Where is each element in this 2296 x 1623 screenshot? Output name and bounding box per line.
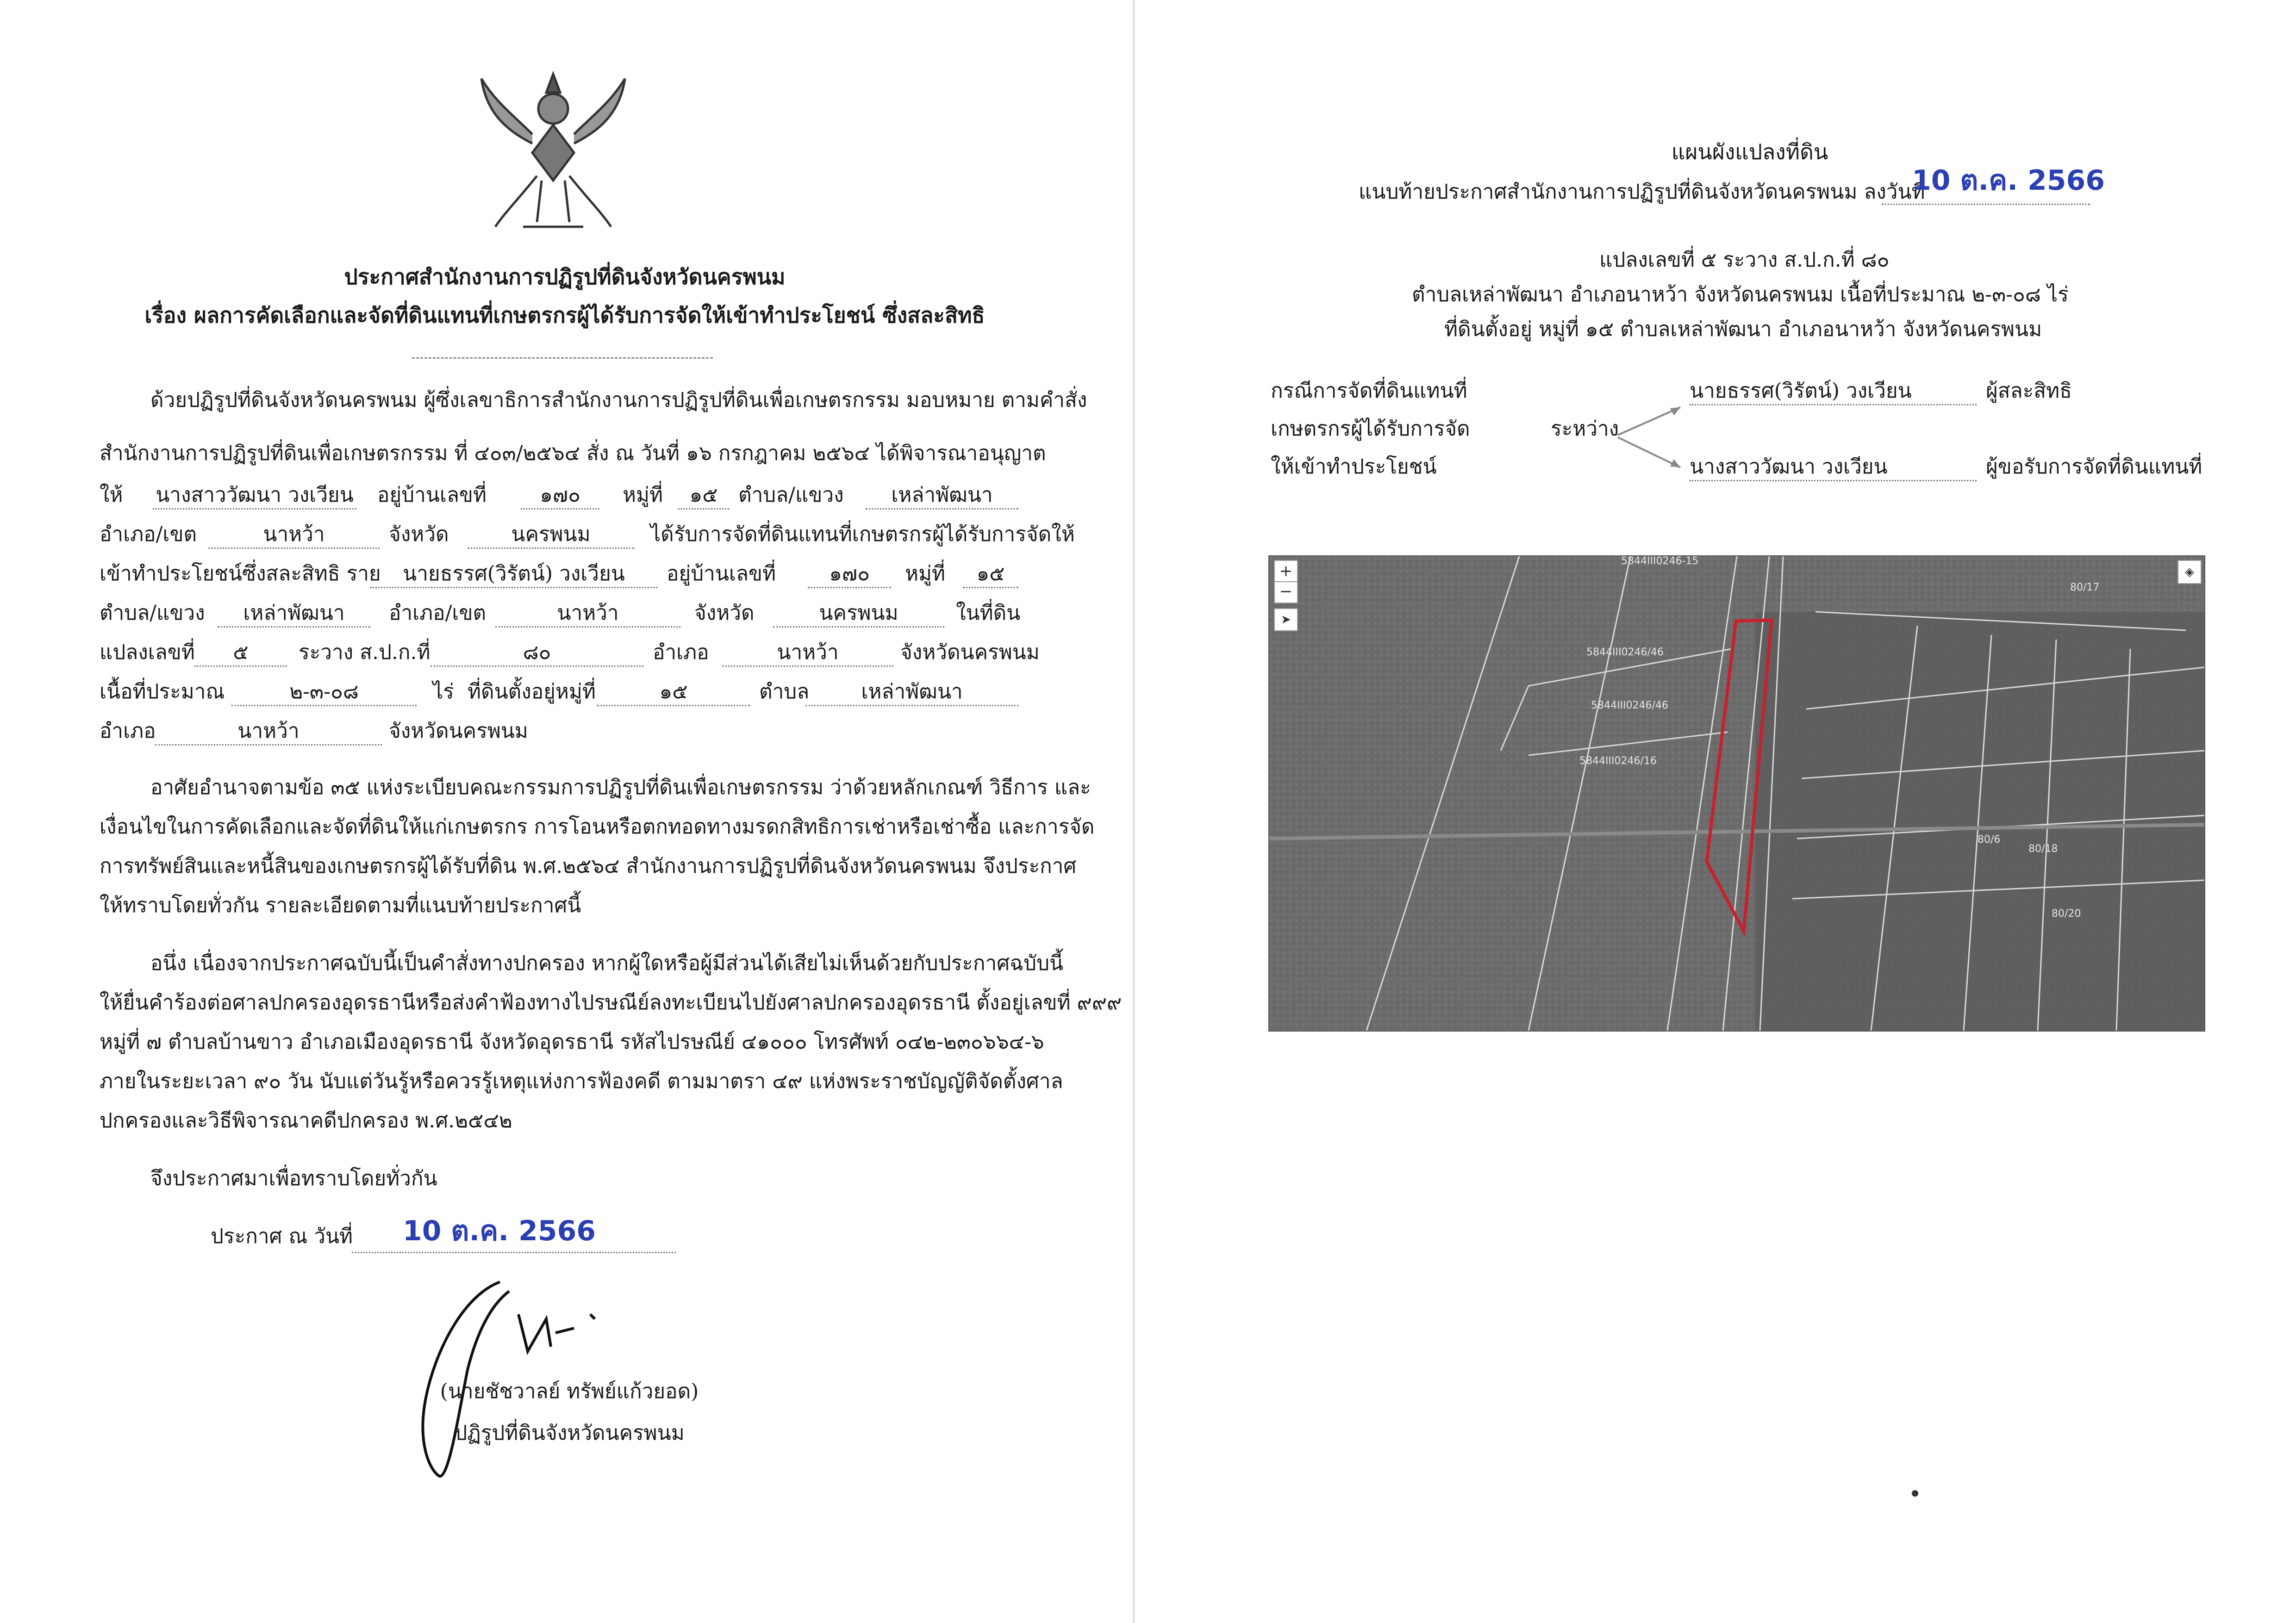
waiver-amphoe: นาหว้า (495, 603, 680, 628)
party-recipient-name: นางสาววัฒนา วงเวียน (1690, 457, 1977, 481)
map-label-parcel-3: 5844III0246/46 (1591, 700, 1668, 711)
label-amphoe: อำเภอ/เขต (100, 522, 197, 546)
zoom-out-button[interactable]: − (1274, 581, 1298, 603)
branch-arrows-icon (1616, 398, 1690, 477)
para3-line1: อนึ่ง เนื่องจากประกาศฉบับนี้เป็นคำสั่งทางปกครอง หากผู้ใดหรือผู้มีส่วนได้เสียไม่เห็นด้วยกับประกาศฉบับนี้ (150, 951, 1064, 975)
label-amphoe-4: อำเภอ (100, 719, 156, 743)
announce-date-label: ประกาศ ณ วันที่ (211, 1225, 353, 1248)
map-label-parcel-6: 80/6 (1978, 834, 2001, 846)
between-label: ระหว่าง (1551, 417, 1619, 441)
label-in-land: ในที่ดิน (956, 601, 1021, 625)
sheet-no: ๘๐ (430, 642, 643, 667)
plot-line1: แปลงเลขที่ ๕ ระวาง ส.ป.ก.ที่ ๘๐ (1599, 248, 1890, 272)
garuda-emblem-icon (477, 60, 630, 236)
label-house-no: อยู่บ้านเลขที่ (377, 483, 487, 507)
map-label-parcel-2: 5844III0246/46 (1586, 647, 1664, 658)
map-label-parcel-4: 5844III0246/16 (1579, 755, 1657, 767)
para2-line2: เงื่อนไขในการคัดเลือกและจัดที่ดินให้แก่เกษตรกร การโอนหรือตกทอดทางมรดกสิทธิการเช่าหรือเช่าซื้อ และการจัด (100, 815, 1095, 839)
signer-name: (นายชัชวาลย์ ทรัพย์แก้วยอด) (440, 1380, 699, 1403)
label-house-no-2: อยู่บ้านเลขที่ (667, 562, 776, 585)
label-province: จังหวัด (389, 522, 449, 546)
plot-line3: ที่ดินตั้งอยู่ หมู่ที่ ๑๕ ตำบลเหล่าพัฒนา อำเภอนาหว้า จังหวัดนครพนม (1444, 317, 2042, 341)
label-grant-to: ให้ (100, 483, 123, 507)
layers-icon[interactable]: ◈ (2177, 560, 2202, 584)
label-rai: ไร่ (433, 680, 454, 703)
label-moo-2: หมู่ที่ (905, 562, 946, 585)
para1-line2: สำนักงานการปฏิรูปที่ดินเพื่อเกษตรกรรม ที่ ๔๐๓/๒๕๖๔ สั่ง ณ วันที่ ๑๖ กรกฎาคม ๒๕๖๔ ได้พิจารณาอนุญาต (100, 442, 1046, 465)
para2-line1: อาศัยอำนาจตามข้อ ๓๕ แห่งระเบียบคณะกรรมการปฏิรูปที่ดินเพื่อเกษตรกรรม ว่าด้วยหลักเกณฑ์ วิธีการ และ (150, 776, 1091, 799)
location-tambon: เหล่าพัฒนา (805, 682, 1018, 706)
party-waiver-name: นายธรรศ(วิรัตน์) วงเวียน (1690, 381, 1977, 405)
label-province-2: จังหวัด (694, 601, 755, 625)
para1-line4-tail: ได้รับการจัดที่ดินแทนที่เกษตรกรผู้ได้รับการจัดให้ (650, 522, 1075, 546)
map-date-stamp: 10 ต.ค. 2566 (1912, 164, 2105, 197)
closing-line: จึงประกาศมาเพื่อทราบโดยทั่วกัน (150, 1167, 437, 1190)
grantee-house-no: ๑๗๐ (521, 485, 599, 510)
map-label-parcel-7: 80/18 (2028, 843, 2058, 855)
case-line2: เกษตรกรผู้ได้รับการจัด (1271, 417, 1470, 441)
date-stamp: 10 ต.ค. 2566 (403, 1215, 596, 1247)
plot-province: จังหวัดนครพนม (900, 640, 1040, 664)
label-tambon-3: ตำบล (759, 680, 810, 703)
grantee-amphoe: นาหว้า (208, 524, 380, 549)
grantee-name: นางสาววัฒนา วงเวียน (153, 485, 356, 510)
date-underline (352, 1252, 676, 1253)
grantee-province: นครพนม (468, 524, 634, 549)
map-label-parcel-5: 80/17 (2070, 582, 2100, 593)
label-tambon: ตำบล/แขวง (738, 483, 844, 507)
waiver-house-no: ๑๗๐ (808, 564, 891, 588)
location-moo: ๑๕ (597, 682, 750, 706)
plot-no: ๕ (194, 642, 287, 667)
label-amphoe-3: อำเภอ (653, 640, 709, 664)
announcement-title: ประกาศสำนักงานการปฏิรูปที่ดินจังหวัดนครพนม (344, 264, 786, 289)
page-divider (1133, 0, 1135, 1623)
location-amphoe: นาหว้า (155, 721, 382, 746)
party-waiver-role: ผู้สละสิทธิ (1986, 379, 2072, 403)
plot-map-title: แผนผังแปลงที่ดิน (1671, 139, 1828, 164)
plot-amphoe: นาหว้า (722, 642, 893, 667)
label-area: เนื้อที่ประมาณ (100, 680, 225, 703)
waiver-tambon: เหล่าพัฒนา (218, 603, 370, 628)
signer-title: ปฏิรูปที่ดินจังหวัดนครพนม (454, 1421, 685, 1445)
waiver-moo: ๑๕ (963, 564, 1018, 588)
label-amphoe-2: อำเภอ/เขต (389, 601, 487, 625)
para3-line5: ปกครองและวิธีพิจารณาคดีปกครอง พ.ศ.๒๕๔๒ (100, 1109, 512, 1132)
para3-line4: ภายในระยะเวลา ๙๐ วัน นับแต่วันรู้หรือควรรู้เหตุแห่งการฟ้องคดี ตามมาตรา ๔๙ แห่งพระราชบัญญัติจัดตั้งศาล (100, 1070, 1063, 1093)
label-plot-no: แปลงเลขที่ (100, 640, 195, 664)
speck (1912, 1490, 1918, 1497)
plot-line2: ตำบลเหล่าพัฒนา อำเภอนาหว้า จังหวัดนครพนม เนื้อที่ประมาณ ๒-๓-๐๘ ไร่ (1412, 283, 2069, 306)
map-date-underline (1882, 204, 2090, 205)
waiver-province: นครพนม (773, 603, 944, 628)
para3-line2: ให้ยื่นคำร้องต่อศาลปกครองอุดรธานีหรือส่งคำฟ้องทางไปรษณีย์ลงทะเบียนไปยังศาลปกครองอุดรธานี ตั้งอยู่เลขที่ ๙๙๙ (100, 991, 1122, 1014)
case-line3: ให้เข้าทำประโยชน์ (1271, 455, 1437, 479)
case-line1: กรณีการจัดที่ดินแทนที่ (1271, 379, 1467, 403)
label-sheet: ระวาง ส.ป.ก.ที่ (299, 640, 430, 664)
locate-icon[interactable]: ➤ (1274, 608, 1298, 631)
waiver-name: นายธรรศ(วิรัตน์) วงเวียน (370, 564, 657, 588)
title-rule (412, 357, 713, 359)
party-recipient-role: ผู้ขอรับการจัดที่ดินแทนที่ (1986, 455, 2202, 479)
map-parcels (1269, 556, 2204, 1031)
label-location-moo: ที่ดินตั้งอยู่หมู่ที่ (468, 680, 596, 703)
location-province: จังหวัดนครพนม (389, 719, 528, 743)
signature-image (407, 1277, 648, 1481)
grantee-tambon: เหล่าพัฒนา (866, 485, 1018, 510)
plot-map-subtitle: แนบท้ายประกาศสำนักงานการปฏิรูปที่ดินจังหวัดนครพนม ลงวันที่ (1359, 180, 1925, 204)
announcement-subject: เรื่อง ผลการคัดเลือกและจัดที่ดินแทนที่เกษตรกรผู้ได้รับการจัดให้เข้าทำประโยชน์ ซึ่งสละสิทธิ (144, 303, 985, 328)
map-label-parcel-8: 80/20 (2052, 908, 2081, 920)
label-tambon-2: ตำบล/แขวง (100, 601, 205, 625)
plot-area: ๒-๓-๐๘ (231, 682, 417, 706)
label-moo: หมู่ที่ (623, 483, 663, 507)
para1-line1: ด้วยปฏิรูปที่ดินจังหวัดนครพนม ผู้ซึ่งเลขาธิการสำนักงานการปฏิรูปที่ดินเพื่อเกษตรกรรม มอบหมาย ตามคำสั่ง (150, 388, 1087, 412)
para1-line5-head: เข้าทำประโยชน์ซึ่งสละสิทธิ ราย (100, 562, 381, 585)
grantee-moo: ๑๕ (678, 485, 729, 510)
para3-line3: หมู่ที่ ๗ ตำบลบ้านขาว อำเภอเมืองอุดรธานี จังหวัดอุดรธานี รหัสไปรษณีย์ ๔๑๐๐๐ โทรศัพท์ ๐๔๒-๒๓๐๖๖๔-๖ (100, 1030, 1044, 1054)
zoom-in-button[interactable]: + (1274, 560, 1298, 582)
para2-line3: การทรัพย์สินและหนี้สินของเกษตรกรผู้ได้รับที่ดิน พ.ศ.๒๕๖๔ สำนักงานการปฏิรูปที่ดินจังหวัดนครพนม จึงประกาศ (100, 854, 1077, 878)
para2-line4: ให้ทราบโดยทั่วกัน รายละเอียดตามที่แนบท้ายประกาศนี้ (100, 894, 581, 917)
satellite-map[interactable] (1268, 555, 2205, 1032)
map-label-parcel-1: 5844III0246-15 (1621, 555, 1699, 567)
